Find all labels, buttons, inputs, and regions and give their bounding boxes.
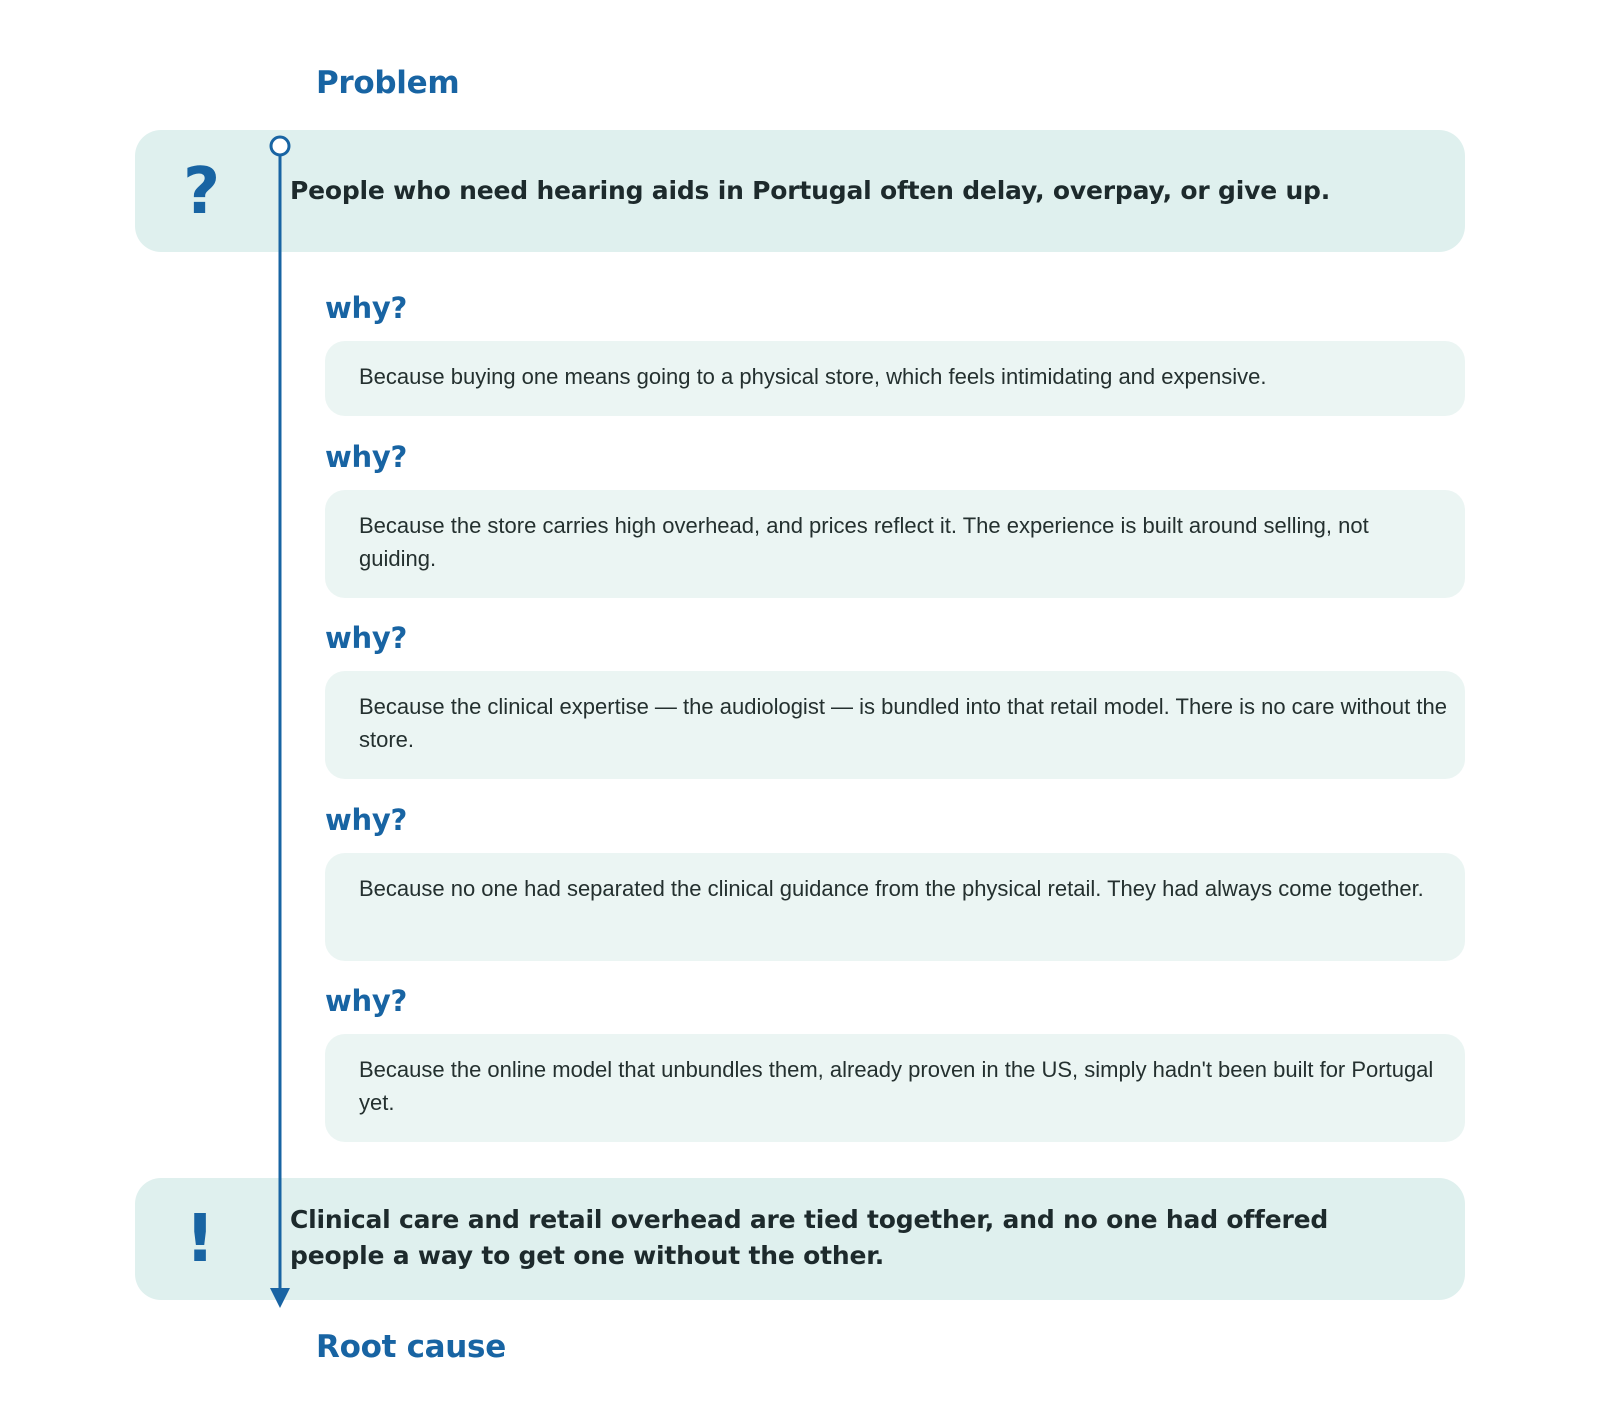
why-label-4: why?	[325, 803, 407, 837]
why-answer-box-2	[325, 490, 1465, 598]
question-mark-icon: ?	[183, 155, 221, 229]
why-answer-1: Because buying one means going to a physical store, which feels intimidating and expensive.	[359, 364, 1267, 389]
root-cause-statement-line-2: people a way to get one without the other.	[290, 1241, 885, 1270]
why-answer-box-1	[325, 341, 1465, 416]
flow-start-circle	[271, 137, 289, 155]
why-answer-4: Because no one had separated the clinical guidance from the physical retail. They had always come together.	[359, 876, 1424, 901]
why-answer-box-5	[325, 1034, 1465, 1142]
root-cause-statement-line-1: Clinical care and retail overhead are tied together, and no one had offered	[290, 1205, 1329, 1234]
why-answer-box-4	[325, 853, 1465, 961]
problem-box	[135, 130, 1465, 252]
root-cause-box	[135, 1178, 1465, 1300]
why-answer-box-3	[325, 671, 1465, 779]
why-label-3: why?	[325, 621, 407, 655]
why-label-1: why?	[325, 291, 407, 325]
exclamation-mark-icon: !	[185, 1200, 216, 1277]
why-label-2: why?	[325, 440, 407, 474]
why-answer-3: Because the clinical expertise — the audiologist — is bundled into that retail model. There is no care without the store.	[359, 694, 1447, 752]
why-answer-2: Because the store carries high overhead, and prices reflect it. The experience is built around selling, not guiding.	[359, 513, 1369, 571]
problem-statement: People who need hearing aids in Portugal often delay, overpay, or give up.	[290, 176, 1331, 205]
flow-end-arrowhead	[270, 1288, 290, 1308]
why-label-5: why?	[325, 984, 407, 1018]
root-cause-heading: Root cause	[316, 1329, 506, 1365]
why-answer-5: Because the online model that unbundles them, already proven in the US, simply hadn't been built for Portugal yet.	[359, 1057, 1434, 1115]
problem-heading: Problem	[316, 65, 460, 101]
flow-arrow	[262, 130, 298, 1310]
